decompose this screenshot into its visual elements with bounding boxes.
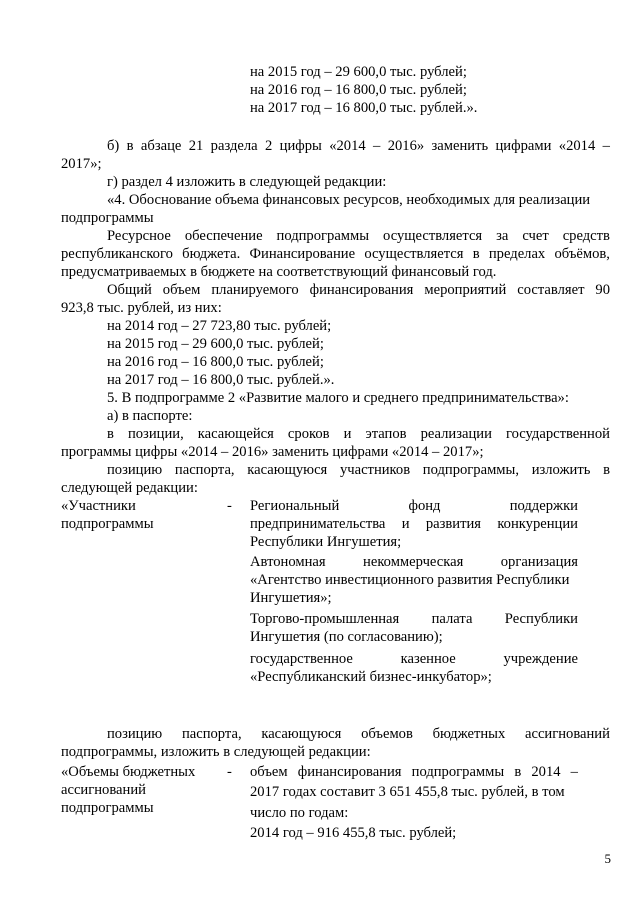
section4-p1-line2: республиканского бюджета. Финансирование осуществляется в пределах объёмов, (61, 246, 610, 262)
top-list-item: на 2017 год – 16 800,0 тыс. рублей.». (250, 100, 478, 116)
table2-left-label-cont: ассигнований (61, 782, 146, 798)
pos3-line2: подпрограммы, изложить в следующей редакции: (61, 744, 371, 760)
section4-title: «4. Обоснование объема финансовых ресурсов, необходимых для реализации (107, 192, 591, 208)
section4-list-item: на 2014 год – 27 723,80 тыс. рублей; (107, 318, 332, 334)
section4-p2-line1: Общий объем планируемого финансирования мероприятий составляет 90 (107, 282, 610, 298)
table2-left-label: «Объемы бюджетных (61, 764, 196, 780)
table1-r9: государственное казенное учреждение (250, 651, 578, 667)
table1-r3: Республики Ингушетия; (250, 534, 402, 550)
section4-list-item: на 2015 год – 29 600,0 тыс. рублей; (107, 336, 324, 352)
table1-r6: Ингушетия»; (250, 590, 332, 606)
table2-r3: число по годам: (250, 805, 349, 821)
table2-dash: - (227, 764, 232, 780)
table1-r5: «Агентство инвестиционного развития Республики (250, 572, 570, 588)
section4-title-cont: подпрограммы (61, 210, 154, 226)
table1-r2: предпринимательства и развития конкуренции (250, 516, 578, 532)
pos1-line2: программы цифры «2014 – 2016» заменить цифрами «2014 – 2017»; (61, 444, 484, 460)
section4-p2-line2: 923,8 тыс. рублей, из них: (61, 300, 222, 316)
top-list-item: на 2015 год – 29 600,0 тыс. рублей; (250, 64, 467, 80)
table2-left-label-cont: подпрограммы (61, 800, 154, 816)
table1-r8: Ингушетия (по согласованию); (250, 629, 443, 645)
section4-list-item: на 2017 год – 16 800,0 тыс. рублей.». (107, 372, 335, 388)
para-b-line2: 2017»; (61, 156, 102, 172)
table2-r2: 2017 годах составит 3 651 455,8 тыс. рублей, в том (250, 784, 565, 800)
table2-r1: объем финансирования подпрограммы в 2014 – (250, 764, 578, 780)
table1-r10: «Республиканский бизнес-инкубатор»; (250, 669, 492, 685)
table1-r7: Торгово-промышленная палата Республики (250, 611, 578, 627)
section4-p1-line3: предусматриваемых в бюджете на соответствующий финансовый год. (61, 264, 497, 280)
table1-left-label: «Участники (61, 498, 136, 514)
page-number: 5 (604, 851, 611, 866)
section4-list-item: на 2016 год – 16 800,0 тыс. рублей; (107, 354, 324, 370)
pos2-line2: следующей редакции: (61, 480, 198, 496)
pos2-line1: позицию паспорта, касающуюся участников подпрограммы, изложить в (107, 462, 610, 478)
para-g: г) раздел 4 изложить в следующей редакции: (107, 174, 387, 190)
item-a: а) в паспорте: (107, 408, 193, 424)
pos3-line1: позицию паспорта, касающуюся объемов бюджетных ассигнований (107, 726, 610, 742)
table1-r1: Региональный фонд поддержки (250, 498, 578, 514)
item-5: 5. В подпрограмме 2 «Развитие малого и среднего предпринимательства»: (107, 390, 569, 406)
table1-dash: - (227, 498, 232, 514)
section4-p1-line1: Ресурсное обеспечение подпрограммы осуществляется за счет средств (107, 228, 610, 244)
pos1-line1: в позиции, касающейся сроков и этапов реализации государственной (107, 426, 610, 442)
table1-r4: Автономная некоммерческая организация (250, 554, 578, 570)
para-b-line1: б) в абзаце 21 раздела 2 цифры «2014 – 2016» заменить цифрами «2014 – (107, 138, 610, 154)
table1-left-label-cont: подпрограммы (61, 516, 154, 532)
table2-r4: 2014 год – 916 455,8 тыс. рублей; (250, 825, 457, 841)
top-list-item: на 2016 год – 16 800,0 тыс. рублей; (250, 82, 467, 98)
